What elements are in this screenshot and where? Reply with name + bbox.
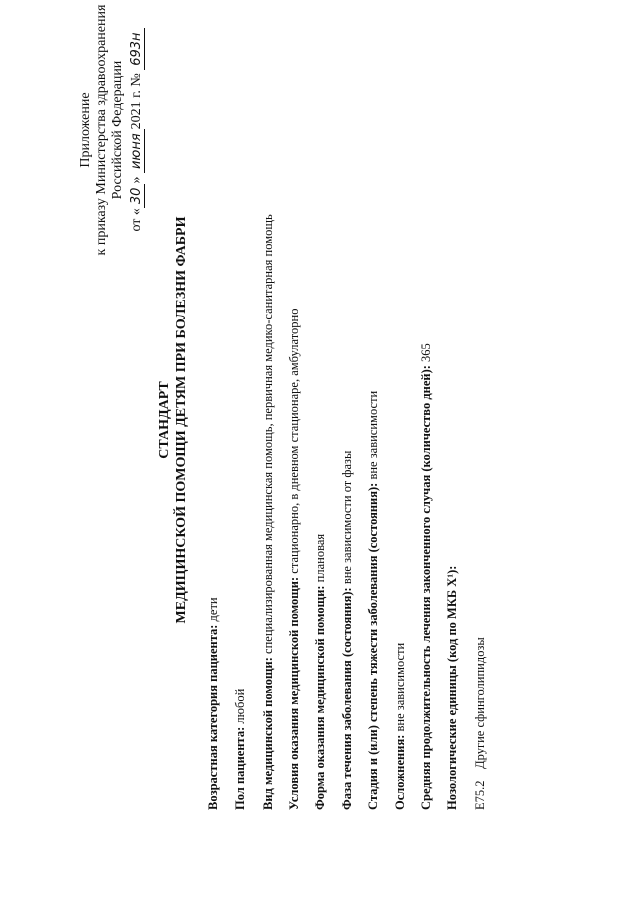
field-value: плановая	[313, 533, 327, 583]
field-care-conditions	[287, 309, 301, 810]
field-value: дети	[206, 597, 220, 622]
appendix-date-line	[129, 0, 145, 295]
field-age-category	[206, 597, 220, 810]
document-title	[156, 185, 190, 655]
field-value: специализированная медицинская помощь, первичная медико-санитарная помощь	[261, 214, 275, 654]
appendix-header	[78, 0, 145, 295]
field-label: Вид медицинской помощи:	[261, 657, 275, 810]
date-year: 2021 г. №	[129, 73, 144, 130]
field-care-type	[261, 214, 275, 810]
date-mid: »	[129, 176, 144, 184]
field-sex	[233, 689, 247, 810]
field-label: Фаза течения заболевания (состояния):	[340, 587, 354, 810]
date-month: июня	[129, 129, 145, 173]
nosology-name: Другие сфинголипидозы	[473, 637, 487, 769]
field-care-form	[313, 534, 327, 810]
field-nosology-units	[445, 566, 459, 810]
appendix-label: Приложение	[78, 92, 93, 168]
field-label: Пол пациента:	[233, 726, 247, 810]
field-label: Возрастная категория пациента:	[206, 624, 220, 810]
field-value: 365	[419, 343, 433, 362]
field-label: Форма оказания медицинской помощи:	[313, 585, 327, 810]
date-prefix: от «	[129, 208, 144, 232]
field-complications	[393, 643, 407, 810]
field-label: Нозологические единицы (код по МКБ X¹):	[445, 565, 459, 810]
nosology-code: E75.2	[473, 780, 487, 810]
field-label: Стадия и (или) степень тяжести заболевания (состояния):	[366, 482, 380, 810]
field-value: стационарно, в дневном стационаре, амбулаторно	[287, 308, 301, 574]
field-label: Осложнения:	[393, 734, 407, 810]
field-label: Средняя продолжительность лечения законченного случая (количество дней):	[419, 365, 433, 810]
order-number: 693н	[129, 28, 145, 69]
title-standard: СТАНДАРТ	[157, 381, 172, 459]
field-disease-stage	[366, 391, 380, 810]
date-day: 30	[129, 184, 145, 209]
field-disease-phase	[340, 451, 354, 810]
appendix-order-ref: к приказу Министерства здравоохранения	[94, 4, 109, 256]
field-label: Условия оказания медицинской помощи:	[287, 576, 301, 810]
title-main: МЕДИЦИНСКОЙ ПОМОЩИ ДЕТЯМ ПРИ БОЛЕЗНИ ФАБРИ	[174, 216, 189, 624]
field-value: вне зависимости	[393, 642, 407, 732]
field-value: вне зависимости	[366, 390, 380, 480]
field-treatment-duration	[419, 343, 433, 810]
appendix-ministry-country: Российской Федерации	[110, 60, 125, 200]
field-value: вне зависимости от фазы	[340, 450, 354, 585]
field-value: любой	[233, 688, 247, 724]
nosology-row	[473, 637, 487, 810]
